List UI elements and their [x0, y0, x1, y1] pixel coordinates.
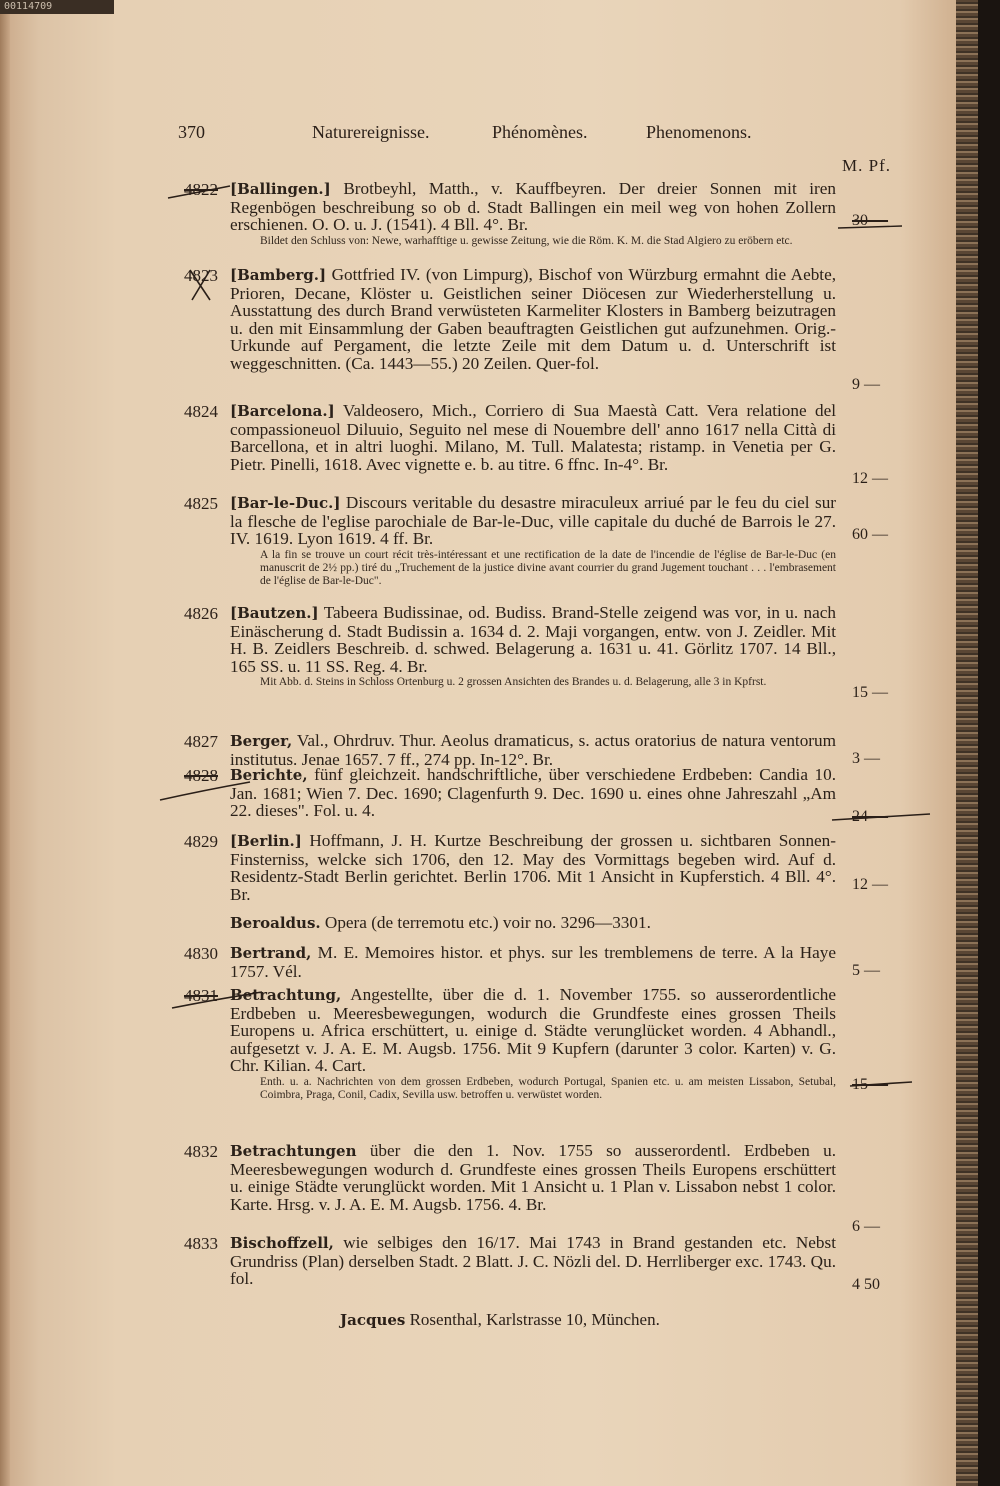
- entry-body: wie selbiges den 16/17. Mai 1743 in Brand gestanden etc. Nebst Grundriss (Plan) derselben Stadt. 2 Blatt. J. C. Nözli del. D. Herrliberger exc. 1743. Qu. fol.: [230, 1233, 836, 1289]
- entry-heading: [Berlin.]: [230, 832, 302, 850]
- entry-body: Gottfried IV. (von Limpurg), Bischof von Würzburg ermahnt die Aebte, Prioren, Decane, Klöster u. Geistlichen seiner Diöcesen zur Wiederherstellung u. Ausstattung des durch Brand verwüsteten Karmeliter Klosters in Bamberg beizutragen u. den mit Einsammlung der Gaben beauftragten Geistlichen gut aufzunehmen. Orig.-Urkunde auf Pergament, die letzte Zeile mit dem Datum u. d. Unterschrift ist weggeschnitten. (Ca. 1443—55.) 20 Zeilen. Quer-fol.: [230, 265, 836, 373]
- publisher-address: Rosenthal, Karlstrasse 10, München.: [409, 1310, 660, 1329]
- entry-number: 4833: [184, 1234, 218, 1253]
- pencil-stroke: [160, 782, 250, 800]
- entry-body: Valdeosero, Mich., Corriero di Sua Maestà Catt. Vera relatione del compassioneuol Diluuio, Seguito nel mese di Nouembre dell' anno 1617 nella Città di Barcellona, et in altri luoghi. Milano, M. Tull. Malatesta; ristamp. in Venetia per G. Pietr. Pinelli, 1618. Avec vignette e. b. au titre. 6 ffnc. In-4°. Br.: [230, 401, 836, 474]
- scan-label: 00114709: [0, 0, 114, 14]
- entry-price: 3 —: [852, 750, 880, 767]
- entry-price: 60 —: [852, 526, 888, 543]
- pencil-stroke: [832, 814, 930, 820]
- entry-price: 30 —: [852, 212, 888, 229]
- entry-number: 4824: [184, 402, 218, 421]
- pencil-stroke: [168, 186, 230, 198]
- entry-price: 5 —: [852, 962, 880, 979]
- entry-number: 4822: [184, 180, 218, 199]
- pencil-cross: [190, 270, 210, 300]
- entry-body: über die den 1. Nov. 1755 so ausserordentl. Erdbeben u. Meeresbewegungen wodurch d. Grundfeste eines grossen Theils Europens erschüttert u. einige Städte verunglückt worden. Mit 1 Ansicht u. 1 Plan v. Lissabon nebst 1 color. Karte. Hrsg. v. J. A. E. M. Augsb. 1756. 4. Br.: [230, 1141, 837, 1214]
- entry-body: Tabeera Budissinae, od. Budiss. Brand-Stelle zeigend was vor, in u. nach Einäscherung d. Stadt Budissin a. 1634 d. 2. Maji vorgangen, entw. von J. Zeidler. Mit H. B. Zeidlers Beschreib. d. schwed. Belagerung a. 1631 u. 41. Görlitz 1707. 14 Bll., 165 SS. u. 11 SS. Reg. 4. Br.: [230, 603, 836, 676]
- entry-price: 12 —: [852, 470, 888, 487]
- entry-number: 4827: [184, 732, 218, 751]
- currency-header: M. Pf.: [842, 156, 891, 175]
- entry-body: Brotbeyhl, Matth., v. Kauffbeyren. Der dreier Sonnen mit iren Regenbögen beschreibung so ob d. Stadt Ballingen ein meil weg von hohen Zollern erschienen. O. O. u. J. (1541). 4 Bll. 4°. Br.: [230, 179, 836, 235]
- entry-heading: [Ballingen.]: [230, 180, 331, 198]
- entry-body: M. E. Memoires histor. et phys. sur les tremblemens de terre. A la Haye 1757. Vél.: [230, 943, 836, 981]
- pencil-stroke: [850, 1082, 912, 1086]
- entry-note: A la fin se trouve un court récit très-intéressant et une rectification de la date de l'incendie de l'église de Bar-le-Duc (en manuscrit de 2½ pp.) tiré du „Truchement de la justice divine avant courrier du grand Jugement touchant . . . l'embrasement de l'église de Bar-le-Duc".: [260, 548, 836, 587]
- entry-heading: Betrachtungen: [230, 1142, 357, 1160]
- entry-number: 4826: [184, 604, 218, 623]
- entry-note: Enth. u. a. Nachrichten von dem grossen Erdbeben, wodurch Portugal, Spanien etc. u. am meisten Lissabon, Setubal, Coimbra, Praga, Conil, Cadix, Sevilla usw. betroffen u. verwüstet worden.: [260, 1075, 836, 1101]
- entry-number: 4828: [184, 766, 218, 785]
- entry-body: fünf gleichzeit. handschriftliche, über verschiedene Erdbeben: Candia 10. Jan. 1681; Wien 7. Dec. 1690; Clagenfurth 9. Dec. 1690 u. eines ohne Jahreszahl „Am 22. dieses". Fol. u. 4.: [230, 765, 837, 821]
- page-number: 370: [178, 122, 205, 142]
- entry-heading: [Barcelona.]: [230, 402, 335, 420]
- entry-body: Hoffmann, J. H. Kurtze Beschreibung der grossen u. sichtbaren Sonnen-Finsterniss, welcke sich 1706, den 12. May des Vormittags begeben wird. Auf d. Residentz-Stadt Berlin gerichtet. Berlin 1706. Mit 1 Ansicht in Kupferstich. 4 Bll. 4°. Br.: [230, 831, 836, 904]
- entry-note: Mit Abb. d. Steins in Schloss Ortenburg u. 2 grossen Ansichten des Brandes u. d. Belagerung, alle 3 in Kpfrst.: [260, 676, 767, 689]
- entry-heading: Berichte,: [230, 766, 308, 784]
- entry-heading: Berger,: [230, 732, 293, 750]
- entry-price: 9 —: [852, 376, 880, 393]
- entry-body: Val., Ohrdruv. Thur. Aeolus dramaticus, s. actus oratorius de natura ventorum institutus. Jenae 1657. 7 ff., 274 pp. In-12°. Br.: [230, 731, 836, 769]
- publisher-first-name: Jacques: [340, 1311, 406, 1329]
- pencil-stroke: [838, 226, 902, 228]
- entry-body: Angestellte, über die d. 1. November 1755. so ausserordentliche Erdbeben u. Meeresbewegungen, wodurch die Grundfeste eines grossen Theils Europens u. Africa erschüttert, u. einige d. Städte verunglücket worden. 4 Abhandl., aufgesetzt v. J. A. E. M. Augsb. 1756. Mit 9 Kupfern (darunter 3 color. Karten) v. G. Chr. Kilian. 4. Cart.: [230, 985, 836, 1076]
- entry-number: 4832: [184, 1142, 218, 1161]
- entry-body: Discours veritable du desastre miraculeux arriué par le feu du ciel sur la flesche de l'eglise parochiale de Bar-le-Duc, ville capitale du duché de Barrois le 27. IV. 1619. Lyon 1619. 4 ff. Br.: [230, 493, 837, 549]
- entry-heading: [Bar-le-Duc.]: [230, 494, 341, 512]
- entry-price: 24 —: [852, 808, 888, 825]
- entry-body: Opera (de terremotu etc.) voir no. 3296—3301.: [324, 913, 651, 932]
- entry-number: 4829: [184, 832, 218, 851]
- entry-number: 4823: [184, 266, 218, 285]
- entry-price: 12 —: [852, 876, 888, 893]
- entry-heading: Bischoffzell,: [230, 1234, 334, 1252]
- header-french: Phénomènes.: [492, 122, 588, 142]
- entry-number: 4830: [184, 944, 218, 963]
- entry-heading: [Bamberg.]: [230, 266, 327, 284]
- entry-heading: Beroaldus.: [230, 914, 321, 932]
- entry-price: 4 50: [852, 1276, 880, 1293]
- entry-heading: [Bautzen.]: [230, 604, 319, 622]
- entry-price: 6 —: [852, 1218, 880, 1235]
- entry-price: 15 —: [852, 684, 888, 701]
- entry-number: 4831: [184, 986, 218, 1005]
- entry-number: 4825: [184, 494, 218, 513]
- entry-heading: Bertrand,: [230, 944, 312, 962]
- entry-heading: Betrachtung,: [230, 986, 342, 1004]
- entry-note: Bildet den Schluss von: Newe, warhafftige u. gewisse Zeitung, wie die Röm. K. M. die Stad Algiero zu eröbern etc.: [260, 234, 793, 247]
- pencil-stroke: [172, 992, 262, 1008]
- entry-price: 15 —: [852, 1076, 888, 1093]
- header-english: Phenomenons.: [646, 122, 752, 142]
- header-german: Naturereignisse.: [312, 122, 430, 142]
